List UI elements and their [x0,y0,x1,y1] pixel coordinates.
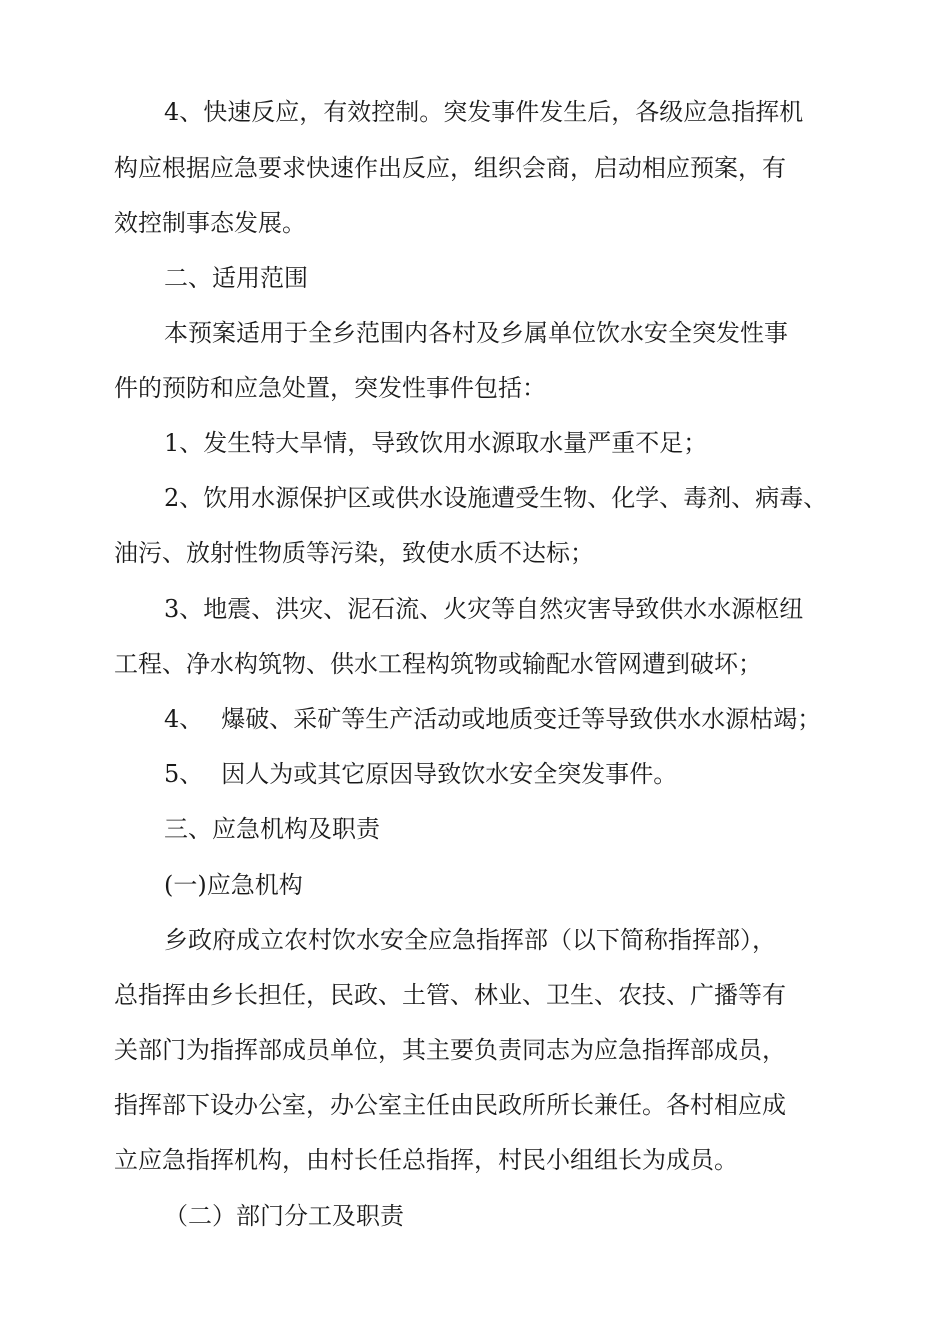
paragraph-line: 4、快速反应，有效控制。突发事件发生后，各级应急指挥机 [164,98,804,126]
paragraph-line: 立应急指挥机构，由村长任总指挥，村民小组组长为成员。 [114,1146,738,1174]
paragraph-line: 工程、净水构筑物、供水工程构筑物或输配水管网遭到破坏； [114,650,762,678]
paragraph-line: 指挥部下设办公室，办公室主任由民政所所长兼任。各村相应成 [114,1091,786,1119]
list-item [164,758,677,790]
list-number: 5、 [164,760,204,788]
list-text: 爆破、采矿等生产活动或地质变迁等导致供水水源枯竭； [221,705,822,733]
subsection-heading: （二）部门分工及职责 [164,1202,404,1230]
paragraph-line: 总指挥由乡长担任，民政、土管、林业、卫生、农技、广播等有 [114,981,786,1009]
list-item [164,703,821,735]
list-item: 3、地震、洪灾、泥石流、火灾等自然灾害导致供水水源枢纽 [164,595,804,623]
paragraph-line: 件的预防和应急处置，突发性事件包括： [114,374,546,402]
paragraph-line: 效控制事态发展。 [114,209,306,237]
list-item: 2、饮用水源保护区或供水设施遭受生物、化学、毒剂、病毒、 [164,484,828,512]
list-text: 因人为或其它原因导致饮水安全突发事件。 [221,760,678,788]
paragraph-line: 乡政府成立农村饮水安全应急指挥部（以下简称指挥部）， [164,926,776,954]
subsection-heading: (一)应急机构 [164,871,303,899]
section-heading: 二、适用范围 [164,264,308,292]
paragraph-line: 油污、放射性物质等污染，致使水质不达标； [114,539,594,567]
paragraph-line: 本预案适用于全乡范围内各村及乡属单位饮水安全突发性事 [164,319,788,347]
paragraph-line: 构应根据应急要求快速作出反应，组织会商，启动相应预案，有 [114,154,786,182]
paragraph-line: 关部门为指挥部成员单位，其主要负责同志为应急指挥部成员， [114,1036,786,1064]
section-heading: 三、应急机构及职责 [164,815,380,843]
list-item: 1、发生特大旱情，导致饮用水源取水量严重不足； [164,429,708,457]
list-number: 4、 [164,705,204,733]
